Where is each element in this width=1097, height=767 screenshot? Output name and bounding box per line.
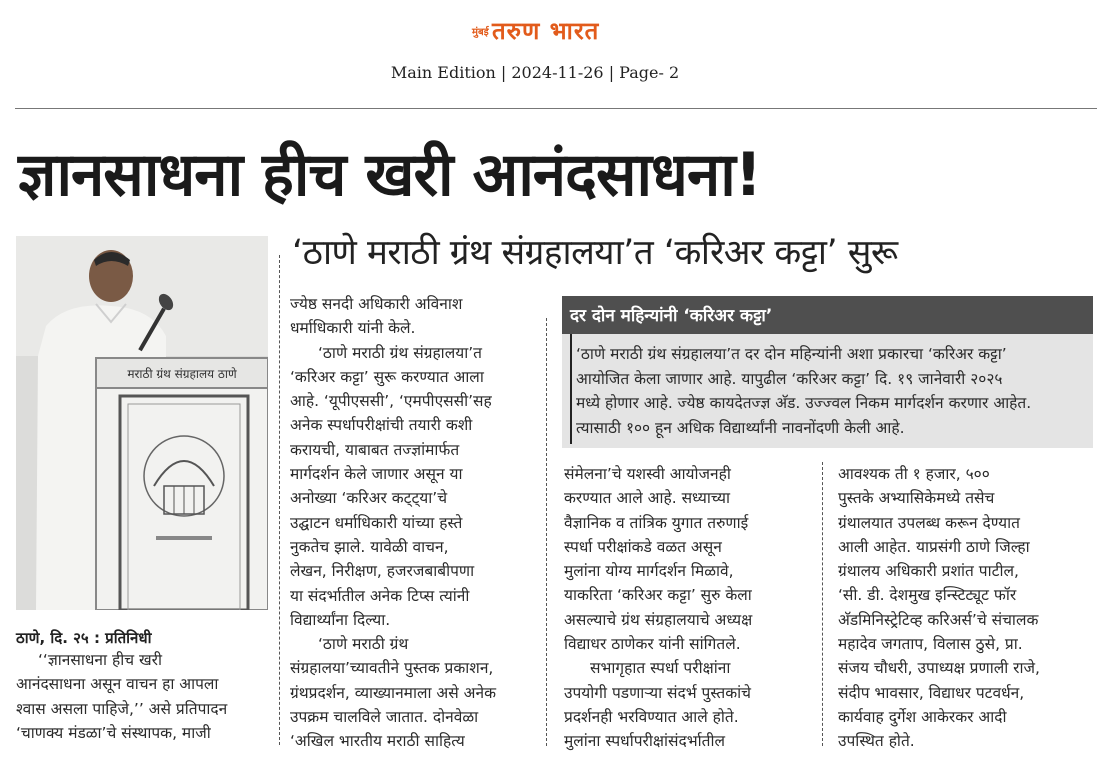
paragraph-line: महादेव जगताप, विलास ठुसे, प्रा. [838,635,1023,654]
column-divider [546,318,547,746]
info-box-title: दर दोन महिन्यांनी ‘करिअर कट्टा’ [570,306,773,326]
paragraph-line: अनोख्या ‘करिअर कट्ट्या’चे [290,489,448,508]
paragraph-line: उपयोगी पडणाऱ्या संदर्भ पुस्तकांचे [564,683,751,702]
info-box-line: ‘ठाणे मराठी ग्रंथ संग्रहालया’त दर दोन महिन्यांनी अशा प्रकारचा ‘करिअर कट्टा’ [576,345,1007,363]
paragraph-line: मुलांना स्पर्धापरीक्षांसंदर्भातील [564,732,725,751]
paragraph-line: ग्रंथालय अधिकारी प्रशांत पाटील, [838,562,1019,581]
paragraph-line: ‘ठाणे मराठी ग्रंथ संग्रहालया’त [318,343,482,362]
paragraph-line: उद्घाटन धर्माधिकारी यांच्या हस्ते [290,513,463,532]
paragraph-line: वैज्ञानिक व तांत्रिक युगात तरुणाई [564,513,749,532]
paragraph-line: ‘करिअर कट्टा’ सुरू करण्यात आला [290,367,484,386]
info-box-line: त्यासाठी १०० हून अधिक विद्यार्थ्यांनी नावनोंदणी केली आहे. [576,418,905,437]
paragraph-line: या संदर्भातील अनेक टिप्स त्यांनी [290,586,470,605]
paragraph-line: धर्माधिकारी यांनी केले. [290,319,416,338]
podium-text: मराठी ग्रंथ संग्रहालय ठाणे [127,367,237,381]
paragraph-line: ‘‘ज्ञानसाधना हीच खरी [38,651,163,669]
info-box-line: मध्ये होणार आहे. ज्येष्ठ कायदेतज्ज्ञ अ‍ॅड. उज्ज्वल निकम मार्गदर्शन करणार आहेत. [576,394,1032,412]
info-box-line: आयोजित केला जाणार आहे. यापुढील ‘करिअर कट्टा’ दि. १९ जानेवारी २०२५ [576,369,1003,388]
info-box-header [562,296,1093,334]
paragraph-line: श्वास असला पाहिजे,’’ असे प्रतिपादन [16,699,228,718]
paragraph-line: असल्याचे ग्रंथ संग्रहालयाचे अध्यक्ष [564,610,753,629]
paragraph-line: स्पर्धा परीक्षांकडे वळत असून [564,537,722,556]
paragraph-line: आली आहेत. याप्रसंगी ठाणे जिल्हा [838,537,1030,556]
info-box-body [562,334,1093,448]
paragraph-line: संमेलना’चे यशस्वी आयोजनही [564,465,731,483]
article-column-2 [290,292,552,754]
paragraph-line: ‘ठाणे मराठी ग्रंथ [318,635,409,654]
paragraph-line: सभागृहात स्पर्धा परीक्षांना [590,659,731,678]
article-column-1 [16,648,266,745]
info-box-text [576,342,1084,440]
paragraph-line: आवश्यक ती १ हजार, ५०० [838,465,990,483]
paragraph-line: ज्येष्ठ सनदी अधिकारी अविनाश [290,295,463,313]
paragraph-line: उपस्थित होते. [838,732,915,751]
paragraph-line: विद्याधर ठाणेकर यांनी सांगितले. [564,635,741,654]
subheadline: ‘ठाणे मराठी ग्रंथ संग्रहालया’त ‘करिअर कट्टा’ सुरू [292,233,898,273]
article-photo [16,236,268,610]
paragraph-line: प्रदर्शनही भरविण्यात आले होते. [564,707,739,726]
paragraph-line: नुकतेच झाले. यावेळी वाचन, [290,537,449,556]
paragraph-line: करण्यात आले आहे. सध्याच्या [564,489,731,508]
paragraph-line: ग्रंथप्रदर्शन, व्याख्यानमाला असे अनेक [290,683,497,702]
paragraph-line: कार्यवाह दुर्गेश आकेरकर आदी [838,707,1007,726]
paragraph-line: लेखन, निरीक्षण, हजरजबाबीपणा [290,562,475,581]
paragraph-line: पुस्तके अभ्यासिकेमध्ये तसेच [838,489,995,508]
paragraph-line: करायची, याबाबत तज्ज्ञांमार्फत [290,440,460,459]
masthead-prefix: मुंबई [472,27,489,38]
paragraph-line: याकरिता ‘करिअर कट्टा’ सुरु केला [564,586,752,605]
masthead [0,10,1097,50]
paragraph-line: अनेक स्पर्धापरीक्षांची तयारी कशी [290,416,473,435]
paragraph-line: आहे. ‘यूपीएससी’, ‘एमपीएससी’सह [290,392,492,411]
header-divider [15,108,1097,109]
info-box-rule [570,334,572,444]
paragraph-line: ‘अखिल भारतीय मराठी साहित्य [290,732,465,751]
paragraph-line: संजय चौधरी, उपाध्यक्ष प्रणाली राजे, [838,659,1040,678]
paragraph-line: विद्यार्थ्यांना दिल्या. [290,610,391,629]
speaker-at-podium-illustration [16,236,268,610]
article-column-3 [564,462,816,754]
paragraph-line: मार्गदर्शन केले जाणार असून या [290,465,463,484]
dateline: ठाणे, दि. २५ : प्रतिनिधी [16,629,152,647]
headline: ज्ञानसाधना हीच खरी आनंदसाधना! [18,140,762,210]
paragraph-line: संग्रहालया’च्यावतीने पुस्तक प्रकाशन, [290,659,494,678]
paragraph-line: उपक्रम चालविले जातात. दोनवेळा [290,708,479,727]
paragraph-line: आनंदसाधना असून वाचन हा आपला [16,675,219,694]
paragraph-line: संदीप भावसार, विद्याधर पटवर्धन, [838,683,1025,702]
column-divider [822,462,823,746]
masthead-logo: तरुण भारत [492,17,600,45]
paragraph-line: ‘चाणक्य मंडळा’चे संस्थापक, माजी [16,723,211,742]
paragraph-line: ‘सी. डी. देशमुख इन्स्टिट्यूट फॉर [838,586,1017,605]
edition-line: Main Edition | 2024-11-26 | Page- 2 [390,63,680,82]
paragraph-line: मुलांना योग्य मार्गदर्शन मिळावे, [564,562,734,581]
article-column-4 [838,462,1094,754]
paragraph-line: अ‍ॅडमिनिस्ट्रेटिव्ह करिअर्स’चे संचालक [838,610,1039,629]
column-divider [279,255,280,745]
paragraph-line: ग्रंथालयात उपलब्ध करून देण्यात [838,513,1020,532]
